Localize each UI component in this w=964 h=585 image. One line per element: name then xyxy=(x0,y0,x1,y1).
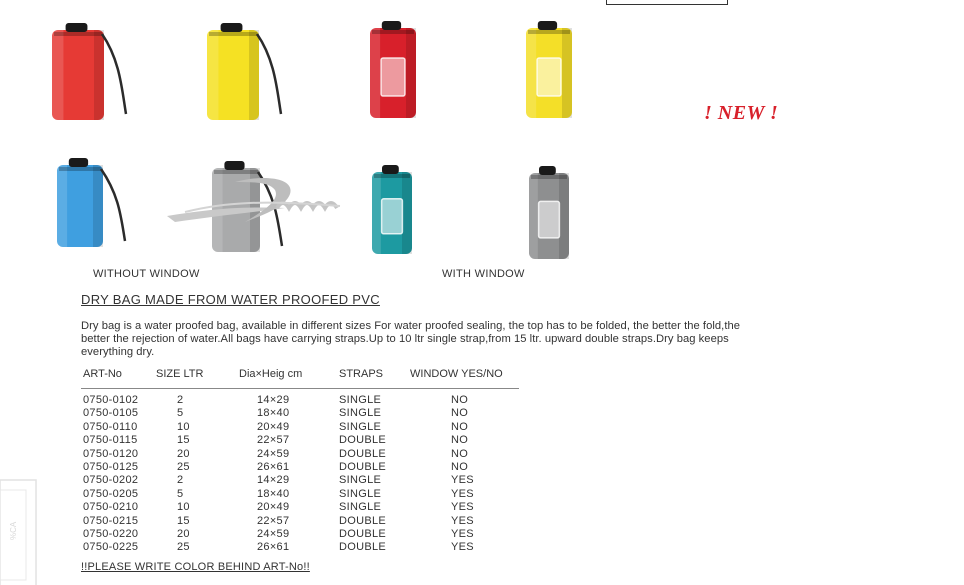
dry-bag-image xyxy=(55,155,131,249)
dry-bag-image xyxy=(205,20,287,122)
cell-dimensions: 20×49 xyxy=(257,420,290,433)
table-row xyxy=(81,501,521,514)
cell-size: 25 xyxy=(177,460,190,473)
cell-art-no: 0750-0220 xyxy=(83,527,139,540)
cell-size: 2 xyxy=(177,394,184,406)
cell-dimensions: 18×40 xyxy=(257,407,290,420)
caption-without-window: WITHOUT WINDOW xyxy=(93,268,200,280)
cell-straps: SINGLE xyxy=(339,407,382,420)
order-note: !!PLEASE WRITE COLOR BEHIND ART-No!! xyxy=(81,561,310,573)
cell-straps: SINGLE xyxy=(339,474,382,487)
cell-size: 15 xyxy=(177,514,190,527)
table-row xyxy=(81,515,521,528)
cell-window: YES xyxy=(451,487,474,500)
cell-art-no: 0750-0110 xyxy=(83,420,138,433)
cell-window: NO xyxy=(451,434,469,447)
cell-size: 10 xyxy=(177,501,190,514)
cell-size: 10 xyxy=(177,420,190,433)
cell-straps: SINGLE xyxy=(339,394,382,406)
cell-size: 20 xyxy=(177,527,190,540)
cell-dimensions: 14×29 xyxy=(257,394,290,406)
cell-straps: DOUBLE xyxy=(339,447,387,460)
cell-art-no: 0750-0202 xyxy=(83,474,139,487)
cell-window: NO xyxy=(451,447,469,460)
cell-size: 5 xyxy=(177,407,184,420)
header-divider xyxy=(81,388,519,389)
cell-art-no: 0750-0115 xyxy=(83,434,138,447)
cell-straps: SINGLE xyxy=(339,420,382,433)
brand-watermark-logo xyxy=(165,172,345,232)
cell-dimensions: 14×29 xyxy=(257,474,290,487)
cell-art-no: 0750-0215 xyxy=(83,514,139,527)
cell-art-no: 0750-0210 xyxy=(83,501,139,514)
header-size: SIZE LTR xyxy=(156,368,204,380)
cell-straps: SINGLE xyxy=(339,487,382,500)
cell-art-no: 0750-0102 xyxy=(83,394,139,406)
table-row xyxy=(81,528,521,541)
cell-window: YES xyxy=(451,514,474,527)
cell-straps: DOUBLE xyxy=(339,514,387,527)
table-row xyxy=(81,474,521,487)
table-row xyxy=(81,434,521,447)
new-badge: ! NEW ! xyxy=(704,102,779,124)
cell-window: NO xyxy=(451,394,469,406)
cell-size: 15 xyxy=(177,434,190,447)
product-table xyxy=(81,368,521,554)
cell-dimensions: 26×61 xyxy=(257,460,290,473)
cell-art-no: 0750-0225 xyxy=(83,541,139,554)
cell-art-no: 0750-0120 xyxy=(83,447,139,460)
cell-straps: DOUBLE xyxy=(339,434,387,447)
dry-bag-image xyxy=(50,20,132,122)
cell-size: 20 xyxy=(177,447,190,460)
table-body xyxy=(81,394,521,555)
header-art-no: ART-No xyxy=(83,368,122,380)
cell-dimensions: 22×57 xyxy=(257,514,290,527)
cell-dimensions: 22×57 xyxy=(257,434,290,447)
cell-straps: SINGLE xyxy=(339,501,382,514)
cell-dimensions: 24×59 xyxy=(257,527,290,540)
table-row xyxy=(81,461,521,474)
cell-dimensions: 20×49 xyxy=(257,501,290,514)
cell-size: 2 xyxy=(177,474,184,487)
table-row xyxy=(81,407,521,420)
caption-with-window: WITH WINDOW xyxy=(442,268,525,280)
cell-window: NO xyxy=(451,420,469,433)
cell-straps: DOUBLE xyxy=(339,460,387,473)
cell-size: 5 xyxy=(177,487,184,500)
cell-window: YES xyxy=(451,541,474,554)
section-heading: DRY BAG MADE FROM WATER PROOFED PVC xyxy=(81,292,380,307)
side-decoration xyxy=(0,470,40,585)
dry-bag-image xyxy=(370,162,440,256)
cell-window: YES xyxy=(451,474,474,487)
table-row xyxy=(81,421,521,434)
dry-bag-image xyxy=(368,18,444,120)
cell-art-no: 0750-0125 xyxy=(83,460,139,473)
dry-bag-image xyxy=(524,18,600,120)
cell-straps: DOUBLE xyxy=(339,541,387,554)
cell-window: YES xyxy=(451,501,474,514)
cell-art-no: 0750-0205 xyxy=(83,487,139,500)
header-straps: STRAPS xyxy=(339,368,384,380)
description-text: Dry bag is a water proofed bag, available in different sizes For water proofed sealing, the top has to be folded, the better the fold,the better the rejection of water.All bags have carrying straps.Up to 10 ltr single strap,from 15 ltr. upward double straps.Dry bag keeps everything dry. xyxy=(81,320,741,358)
header-dimensions: Dia×Heig cm xyxy=(239,368,303,380)
table-row xyxy=(81,488,521,501)
cell-dimensions: 24×59 xyxy=(257,447,290,460)
cell-size: 25 xyxy=(177,541,190,554)
cell-window: YES xyxy=(451,527,474,540)
cell-window: NO xyxy=(451,460,469,473)
table-row xyxy=(81,394,521,407)
cell-dimensions: 18×40 xyxy=(257,487,290,500)
header-window: WINDOW YES/NO xyxy=(410,368,503,380)
top-frame xyxy=(606,0,728,5)
cell-straps: DOUBLE xyxy=(339,527,387,540)
dry-bag-image xyxy=(527,163,597,261)
table-row xyxy=(81,541,521,554)
table-row xyxy=(81,448,521,461)
cell-art-no: 0750-0105 xyxy=(83,407,139,420)
svg-text:%CA: %CA xyxy=(9,521,18,540)
table-header xyxy=(81,368,521,384)
cell-window: NO xyxy=(451,407,469,420)
cell-dimensions: 26×61 xyxy=(257,541,290,554)
